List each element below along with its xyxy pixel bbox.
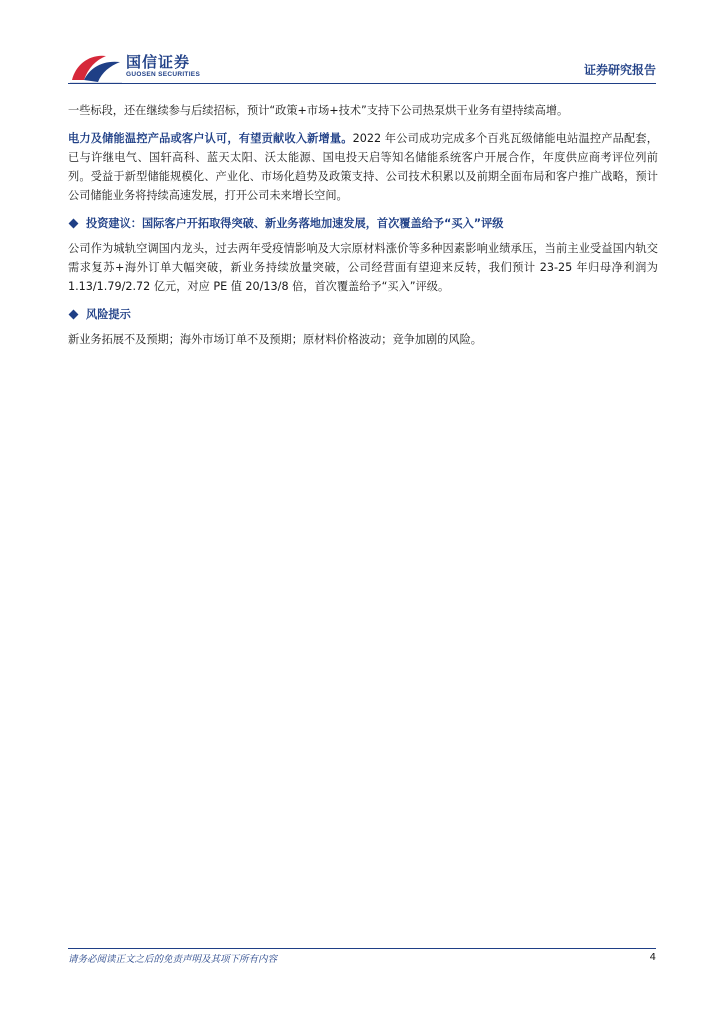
section-investment-advice-heading: [68, 214, 658, 233]
logo-chinese-name: 国信证券: [126, 53, 191, 71]
paragraph-energy-storage: [68, 129, 658, 205]
paragraph-energy-storage-lead: 电力及储能温控产品或客户认可，有望贡献收入新增量。: [68, 132, 353, 145]
paragraph-risk: 新业务拓展不及预期；海外市场订单不及预期；原材料价格波动；竞争加剧的风险。: [68, 333, 482, 346]
page-header: [0, 0, 724, 90]
page-number: 4: [649, 952, 656, 963]
diamond-bullet-icon: [69, 310, 79, 320]
section-investment-advice-title: 投资建议：国际客户开拓取得突破、新业务落地加速发展，首次覆盖给予“买入”评级: [86, 217, 504, 230]
report-body: [68, 101, 658, 358]
report-type-label: 证券研究报告: [583, 63, 656, 77]
logo-english-name: GUOSEN SECURITIES: [126, 71, 201, 78]
footer-disclaimer: 请务必阅读正文之后的免责声明及其项下所有内容: [68, 954, 278, 965]
footer-divider: [68, 948, 656, 949]
section-risk-heading: [68, 305, 658, 324]
diamond-bullet-icon: [69, 219, 79, 229]
guosen-logo-icon: [68, 50, 124, 86]
paragraph-investment-advice: 公司作为城轨空调国内龙头，过去两年受疫情影响及大宗原材料涨价等多种因素影响业绩承压，当前主业受益国内轨交需求复苏+海外订单大幅突破，新业务持续放量突破，公司经营面有望迎来反转，我们预计 23-25 年归母净利润为 1.13/1.79/2.72 亿元，对应 PE 值 20/13/8 倍，首次覆盖给予“买入”评级。: [68, 242, 658, 293]
paragraph-heat-pump: 一些标段，还在继续参与后续招标，预计“政策+市场+技术”支持下公司热泵烘干业务有望持续高增。: [68, 104, 569, 117]
paragraph-energy-storage-text: 2022 年公司成功完成多个百兆瓦级储能电站温控产品配套，已与许继电气、国轩高科、蓝天太阳、沃太能源、国电投天启等知名储能系统客户开展合作，年度供应商考评位列前列。受益于新型储能规模化、产业化、市场化趋势及政策支持、公司技术积累以及前期全面布局和客户推广战略，预计公司储能业务将持续高速发展，打开公司未来增长空间。: [68, 132, 658, 202]
header-divider: [68, 83, 656, 84]
section-risk-title: 风险提示: [86, 308, 131, 321]
